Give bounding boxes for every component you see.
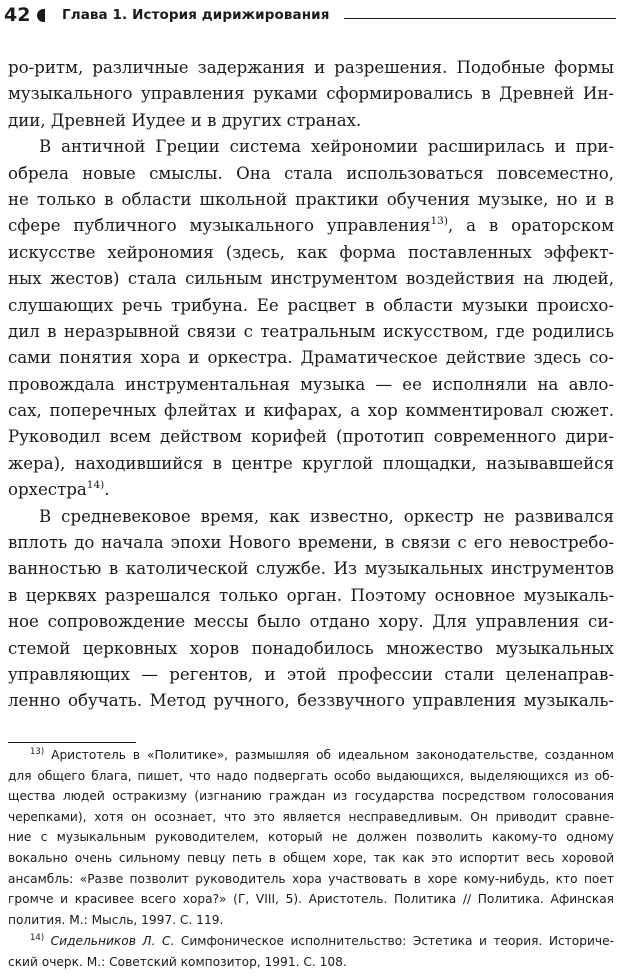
footnote-ref-13[interactable]: 13) <box>430 215 448 228</box>
text-line: музыкального управления руками сформировались в Древней Ин- <box>8 84 614 104</box>
footnote-line: для общего блага, пишет, что надо подвергать особо выдающихся, выделяющихся из об- <box>8 768 614 783</box>
text-line: искусстве хейрономия (здесь, как форма поставленных эффект- <box>8 242 614 262</box>
text-line: дил в неразрывной связи с театральным искусством, где родились <box>8 321 614 341</box>
text-line: ванностью в католической службе. Из музыкальных инструментов <box>8 559 614 579</box>
footnote-marker-14: 14) <box>30 933 45 944</box>
text-line: управляющих — регентов, и этой профессии стали целенаправ- <box>8 664 614 684</box>
footnote-line <box>8 745 614 766</box>
footnote-text: Аристотель в «Политике», размышляя об идеальном законодательстве, созданном <box>51 748 614 762</box>
text-line: обрела новые смыслы. Она стала использоваться повсеместно, <box>8 163 614 183</box>
text-line: провождала инструментальная музыка — ее исполняли на авло- <box>8 374 614 394</box>
text-line: Руководил всем действом корифей (прототип современного дири- <box>8 427 614 447</box>
text-line: сах, поперечных флейтах и кифарах, а хор комментировал сюжет. <box>8 401 614 421</box>
text-line: не только в области школьной практики обучения музыке, но и в <box>8 189 614 209</box>
text-line: сами понятия хора и оркестра. Драматическое действие здесь со- <box>8 348 614 368</box>
text-line: ное сопровождение мессы было отдано хору. Для управления си- <box>8 612 614 632</box>
text-line: ро-ритм, различные задержания и разрешения. Подобные формы <box>8 58 614 77</box>
text-segment: . <box>104 480 110 500</box>
footnote-marker-13: 13) <box>30 747 45 757</box>
text-line: ленно обучать. Метод ручного, беззвучного управления музыкаль- <box>8 691 614 711</box>
text-line: жера), находившийся в центре круглой площадки, называвшейся <box>8 453 614 473</box>
text-line: В средневековое время, как известно, оркестр не развивался <box>39 506 614 526</box>
text-line: ных жестов) стала сильным инструментом воздействия на людей, <box>8 269 614 289</box>
footnote-line: черепками), хотя он осознает, что это является несправедливым. Он приводит сравне- <box>8 809 614 824</box>
footnote-line: ский очерк. М.: Советский композитор, 1991. С. 108. <box>8 954 347 969</box>
footnote-line: щества людей остракизму (изгнанию граждан из государства посредством голосования <box>8 789 614 804</box>
text-line: в церквях разрешался только орган. Поэтому основное музыкаль- <box>8 585 614 605</box>
text-line: дии, Древней Иудее и в других странах. <box>8 110 362 130</box>
half-circle-ornament-icon <box>37 9 45 22</box>
chapter-title: Глава 1. История дирижирования <box>62 7 330 23</box>
page-number: 42 <box>4 4 31 26</box>
text-line: В античной Греции система хейрономии расширилась и при- <box>39 137 614 157</box>
footnote-line: полития. М.: Мысль, 1997. С. 119. <box>8 912 224 927</box>
footnotes <box>8 745 614 973</box>
footnote-line: громче и красивее всего хора?» (Г, VIII, 5). Аристотель. Политика // Политика. Афинская <box>8 892 614 907</box>
footnote-separator <box>8 742 136 743</box>
footnote-author: Сидельников Л. С. <box>50 934 175 949</box>
text-line <box>8 213 614 239</box>
text-segment: орхестра <box>8 480 87 500</box>
main-text <box>8 55 614 715</box>
text-line: вплоть до начала эпохи Нового времени, в связи с его невостребо- <box>8 533 614 553</box>
footnote-ref-14[interactable]: 14) <box>86 479 105 492</box>
text-line: стемой церковных хоров понадобилось множество музыкальных <box>8 638 614 658</box>
footnote-line: ние с музыкальным руководителем, который не должен позволить какому-то одному <box>8 830 614 845</box>
running-header <box>4 4 616 26</box>
footnote-text: Симфоническое исполнительство: Эстетика и теория. Историче- <box>174 934 614 949</box>
text-line: слушающих речь трибуна. Ее расцвет в области музыки происхо- <box>8 295 614 315</box>
footnote-line: вокально очень сильному певцу петь в общем хоре, так как это испортит весь хоровой <box>8 850 614 865</box>
text-segment: , а в ораторском <box>447 216 614 236</box>
header-rule <box>344 18 616 19</box>
footnote-line: ансамбль: «Разве позволит руководитель хора участвовать в хоре кому-нибудь, кто поет <box>8 871 614 886</box>
text-line <box>8 477 614 503</box>
text-segment: сфере публичного музыкального управления <box>8 216 431 236</box>
footnote-line <box>8 931 614 952</box>
